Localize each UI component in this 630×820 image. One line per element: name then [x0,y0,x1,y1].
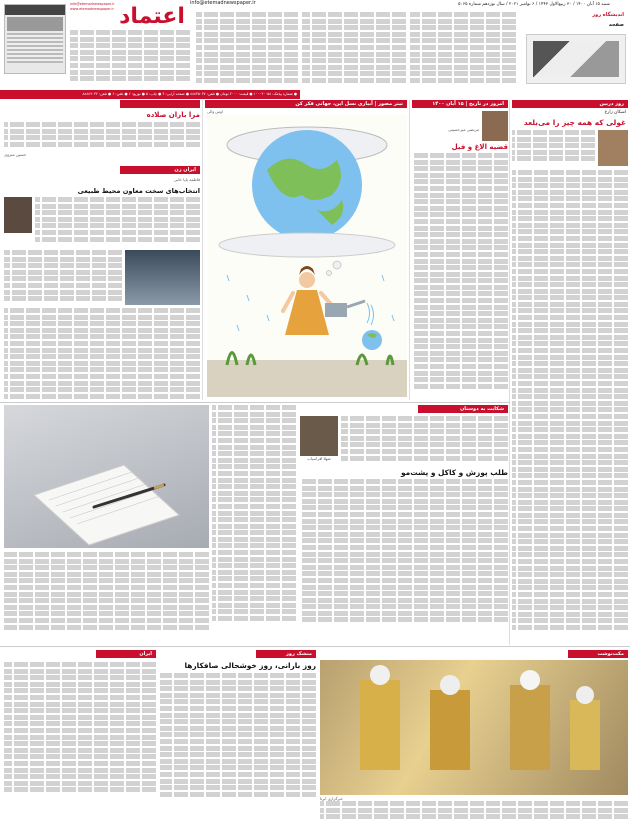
column-history-header: امروز در تاریخ | ۱۵ آبان ۱۴۰۰ [412,100,508,108]
column-iran [4,650,156,818]
date-line: شنبه ۱۵ آبان ۱۴۰۰ / ۳۰ ربیع‌الاول ۱۴۴۳ / ۶ نوامبر ۲۰۲۱ / سال نوزدهم شماره ۵۰۶۵ [458,2,610,7]
column-apology-header: شکایت به دوستان [418,405,508,413]
column-rainy-day [160,650,316,818]
section-label: صفحه [608,22,624,28]
divider [202,100,203,400]
column-poem-headline: مرا باران صلاده [146,111,200,119]
author-photo-right [598,130,628,166]
column-right-headline: غولی که همه چیز را می‌بلعد [523,118,626,127]
author-photo-history [482,111,508,141]
column-right-body [512,170,628,660]
column-poem-author: حسین منزوی [4,152,27,157]
column-apology-body [300,479,508,639]
column-iran-header: ایران [96,650,156,658]
column-poem-bar [120,100,200,108]
divider [0,402,510,403]
column-right-header: روز دربین [512,100,628,108]
front-page-thumbnail [4,4,66,74]
column-apology [300,405,508,645]
logo: اعتماد [119,4,185,29]
tab-label: اندیشگاه روز [592,12,624,18]
cartoon-credit: اوس والی [207,109,223,114]
email-top[interactable]: info@etemadnewspaper.ir [190,0,256,6]
divider [0,646,630,647]
notebook-pen-photo [4,405,209,548]
intro-text-1 [410,12,516,87]
author-photo-women [4,197,32,233]
column-right-subtitle: اشکان زارع [604,110,626,115]
column-apology-author: شهلا افراسیاب [307,456,331,461]
author-photo-apology [300,416,338,456]
site-contact[interactable]: www.etemadnewspaper.ir [70,7,114,11]
column-women-author: فاطمه پاپا خانی [173,177,200,182]
official-photo [125,250,200,305]
column-history [412,100,508,400]
intro-text-2 [302,12,406,87]
column-poem [4,100,200,165]
info-bar: ● شماره پیامک: ۱۰۰۰۲۰۰۵۸ ● قیمت: ۲۰۰۰ تومان ● تلفن: ۸۸۸۳۵۰۳۷ ● صفحه آرایی: ۴ ● چاپ: ۵ ● توزیع: ۶ ● تلفن: ۶ ● تلفن: ۸۸۸۸۹۰۳۲ [0,90,300,99]
column-history-author: مرتضی میرحسینی [448,127,479,132]
column-women-header: ایران زن [120,166,200,174]
firefighter-photo [320,660,628,795]
masthead [0,0,630,100]
intro-text-3 [196,12,298,87]
cartoon-block [205,100,407,400]
photo-note-caption: خبرگزاری ایرنا [320,796,343,801]
column-photo-note-header: مکث‌نوشت [568,650,628,658]
cartoon-header: تیتر مصور | آبیاری نسل این، جهانی فکر کن [205,100,407,108]
column-right [512,100,628,645]
staff-list [70,30,190,90]
column-photo-note [320,650,628,818]
column-history-body [412,153,508,408]
column-under-photo [4,552,209,644]
column-history-headline: قضیه الاغ و فیل [451,143,508,151]
email-contact[interactable]: info@etemadnewspaper.ir [70,2,115,6]
contact-block [70,2,115,32]
divider [509,100,510,645]
column-apology-headline: طلب پوزش و کاکل و پشت‌مو [400,468,508,477]
divider [409,100,410,400]
section-logo-art [526,34,626,84]
column-women-headline: انتخاب‌های سخت معاون محیط طبیعی [77,187,200,195]
column-rainy-day-header: منشک روز [256,650,316,658]
column-women [4,166,200,401]
cartoon-illustration [207,115,407,397]
column-between-body [212,405,296,645]
column-rainy-day-headline: روز بارانی، روز خوشحالی صافکارها [184,661,316,670]
